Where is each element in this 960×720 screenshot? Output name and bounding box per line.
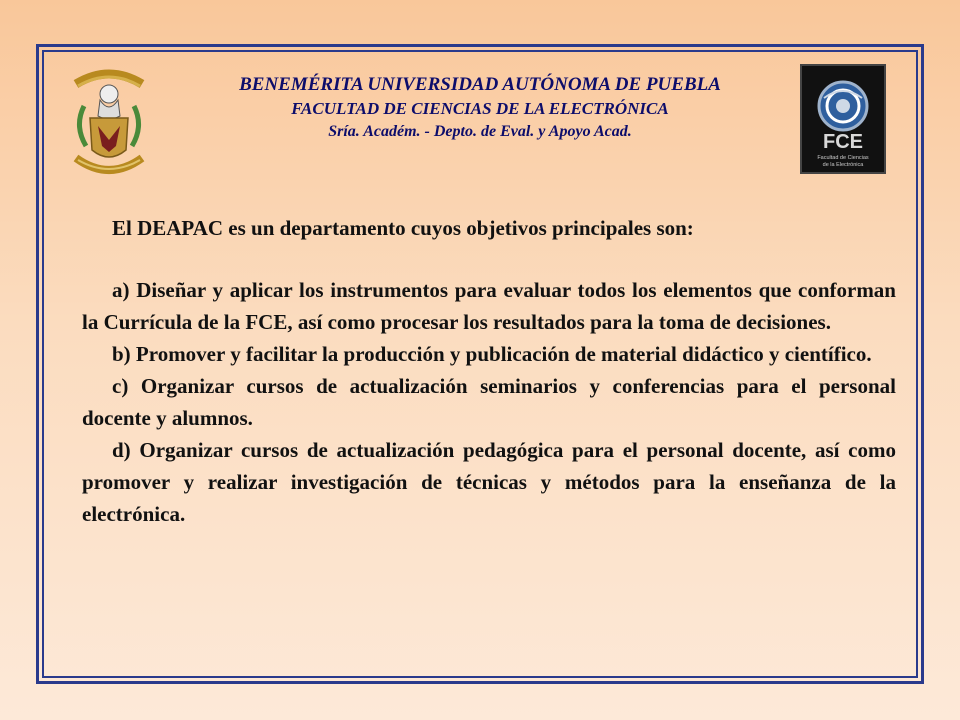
university-seal-logo (64, 66, 154, 181)
faculty-name: FACULTAD DE CIENCIAS DE LA ELECTRÓNICA (291, 99, 669, 118)
department-name: Sría. Académ. - Depto. de Eval. y Apoyo Acad. (328, 123, 632, 140)
fce-emblem-icon (802, 66, 884, 172)
intro-statement: El DEAPAC es un departamento cuyos objetivos principales son: (112, 216, 694, 240)
page-header (160, 72, 800, 144)
objective-a: a) Diseñar y aplicar los instrumentos para evaluar todos los elementos que conforman la Currícula de la FCE, así como procesar los resultados para la toma de decisiones. (82, 278, 896, 334)
objective-d: d) Organizar cursos de actualización pedagógica para el personal docente, así como promover y realizar investigación de técnicas y métodos para la enseñanza de la electrónica. (82, 438, 896, 526)
fce-logo-caption-1: Facultad de Ciencias (817, 155, 869, 161)
objective-b: b) Promover y facilitar la producción y publicación de material didáctico y científico. (112, 342, 872, 366)
body-text (82, 212, 896, 530)
fce-logo (800, 64, 886, 174)
university-name: BENEMÉRITA UNIVERSIDAD AUTÓNOMA DE PUEBLA (239, 74, 721, 95)
fce-logo-caption-2: de la Electrónica (822, 162, 864, 168)
objective-c: c) Organizar cursos de actualización seminarios y conferencias para el personal docente y alumnos. (82, 374, 896, 430)
fce-logo-brand: FCE (823, 131, 863, 153)
